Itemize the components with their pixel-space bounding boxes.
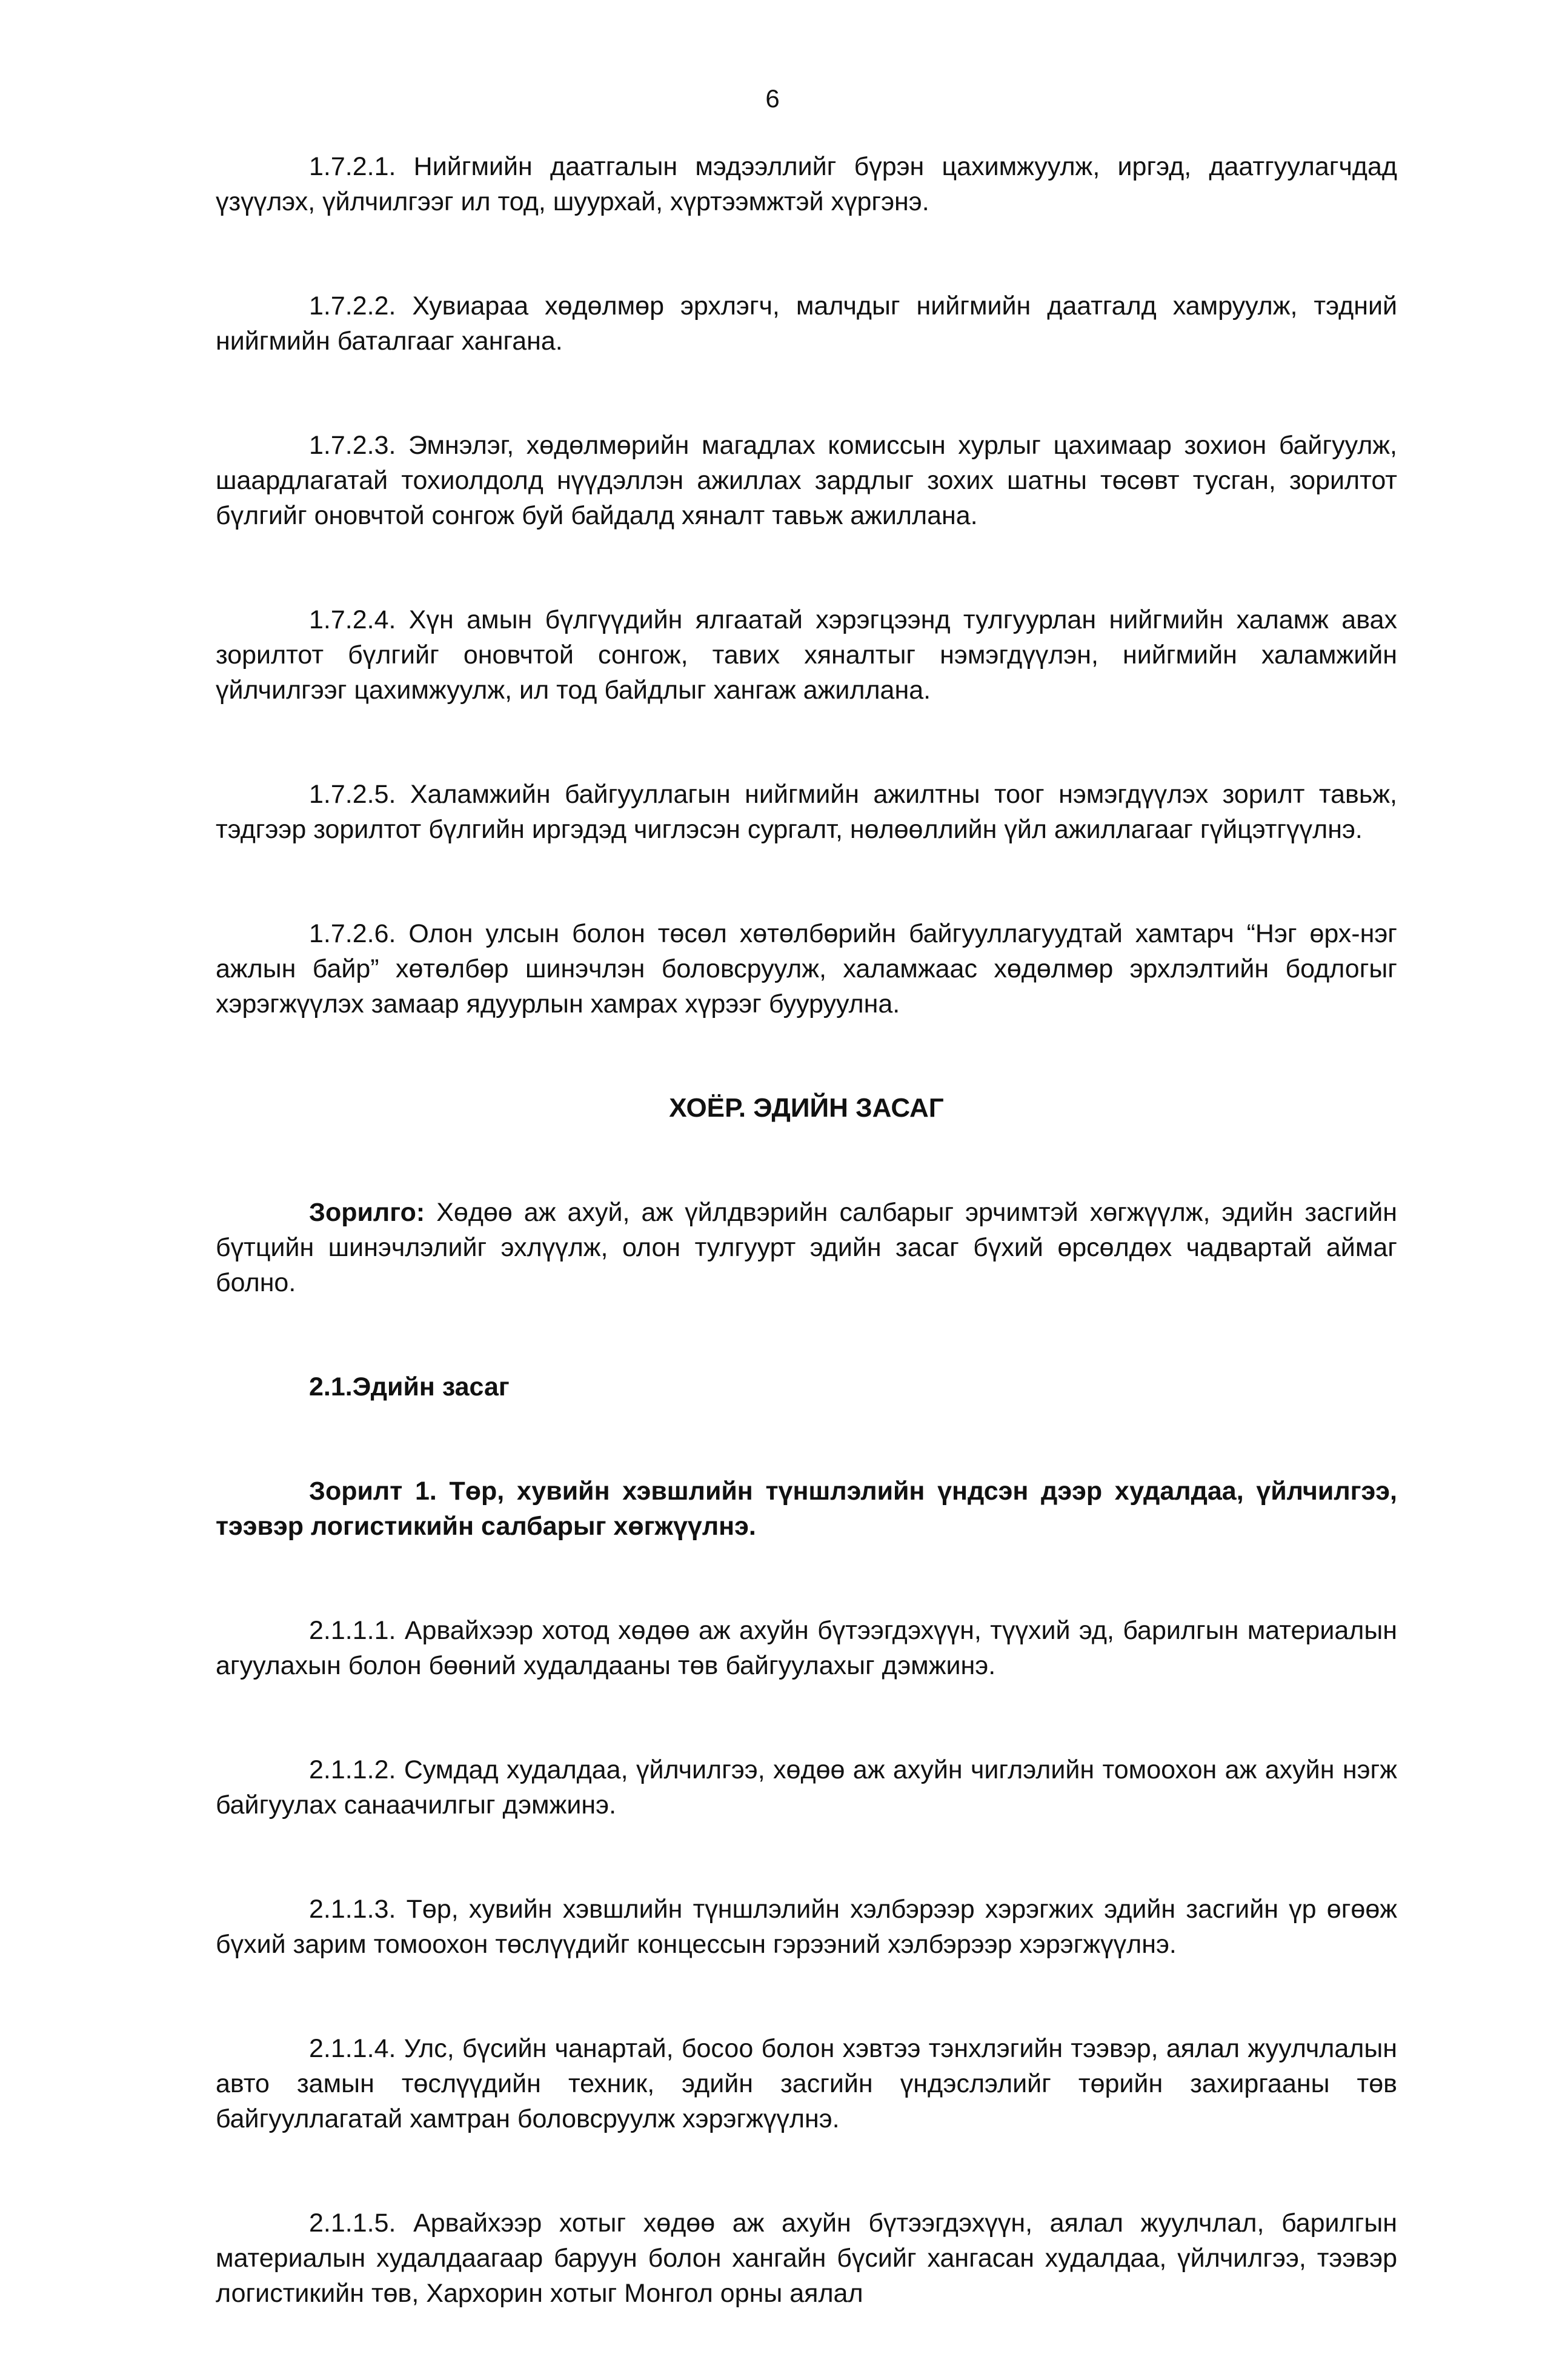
paragraph-2-1-1-5: 2.1.1.5. Арвайхээр хотыг хөдөө аж ахуйн бүтээгдэхүүн, аялал жуулчлал, барилгын материалын худалдаагаар баруун болон хангайн бүсийг хангасан худалдаа, үйлчилгээ, тээвэр логистикийн төв, Хархорин хотыг Монгол орны аялал	[216, 2209, 1397, 2308]
objective-1: Зорилт 1. Төр, хувийн хэвшлийн түншлэлийн үндсэн дээр худалдаа, үйлчилгээ, тээвэр логистикийн салбарыг хөгжүүлнэ.	[216, 1477, 1397, 1541]
paragraph-1-7-2-2: 1.7.2.2. Хувиараа хөдөлмөр эрхлэгч, малчдыг нийгмийн даатгалд хамруулж, тэдний нийгмийн баталгааг хангана.	[216, 291, 1397, 356]
goal-paragraph	[216, 1195, 1397, 1300]
paragraph-1-7-2-5: 1.7.2.5. Халамжийн байгууллагын нийгмийн ажилтны тоог нэмэгдүүлэх зорилт тавьж, тэдгээр зорилтот бүлгийн иргэдэд чиглэсэн сургалт, нөлөөллийн үйл ажиллагааг гүйцэтгүүлнэ.	[216, 780, 1397, 844]
subsection-heading: 2.1.Эдийн засаг	[309, 1372, 510, 1401]
paragraph-2-1-1-1: 2.1.1.1. Арвайхээр хотод хөдөө аж ахуйн бүтээгдэхүүн, түүхий эд, барилгын материалын агуулахын болон бөөний худалдааны төв байгуулахыг дэмжинэ.	[216, 1616, 1397, 1680]
paragraph-1-7-2-3: 1.7.2.3. Эмнэлэг, хөдөлмөрийн магадлах комиссын хурлыг цахимаар зохион байгуулж, шаардлагатай тохиолдолд нүүдэллэн ажиллах зардлыг зохих шатны төсөвт тусган, зорилтот бүлгийг оновчтой сонгож буй байдалд хяналт тавьж ажиллана.	[216, 431, 1397, 530]
goal-label: Зорилго:	[309, 1198, 425, 1227]
goal-text: Хөдөө аж ахуй, аж үйлдвэрийн салбарыг эрчимтэй хөгжүүлж, эдийн засгийн бүтцийн шинэчлэлийг эхлүүлж, олон тулгуурт эдийн засаг бүхий өрсөлдөх чадвартай аймаг болно.	[216, 1198, 1397, 1297]
document-body	[216, 149, 1397, 2380]
paragraph-2-1-1-4: 2.1.1.4. Улс, бүсийн чанартай, босоо болон хэвтээ тэнхлэгийн тээвэр, аялал жуулчлалын авто замын төслүүдийн техник, эдийн засгийн үндэслэлийг төрийн захиргааны төв байгууллагатай хамтран боловсруулж хэрэгжүүлнэ.	[216, 2034, 1397, 2133]
paragraph-2-1-1-3: 2.1.1.3. Төр, хувийн хэвшлийн түншлэлийн хэлбэрээр хэрэгжих эдийн засгийн үр өгөөж бүхий зарим томоохон төслүүдийг концессын гэрээний хэлбэрээр хэрэгжүүлнэ.	[216, 1895, 1397, 1959]
paragraph-1-7-2-4: 1.7.2.4. Хүн амын бүлгүүдийн ялгаатай хэрэгцээнд тулгуурлан нийгмийн халамж авах зорилтот бүлгийг оновчтой сонгож, тавих хяналтыг нэмэгдүүлэн, нийгмийн халамжийн үйлчилгээг цахимжуулж, ил тод байдлыг хангаж ажиллана.	[216, 605, 1397, 705]
paragraph-1-7-2-1: 1.7.2.1. Нийгмийн даатгалын мэдээллийг бүрэн цахимжуулж, иргэд, даатгуулагчдад үзүүлэх, үйлчилгээг ил тод, шуурхай, хүртээмжтэй хүргэнэ.	[216, 152, 1397, 216]
section-heading: ХОЁР. ЭДИЙН ЗАСАГ	[669, 1093, 944, 1123]
paragraph-1-7-2-6: 1.7.2.6. Олон улсын болон төсөл хөтөлбөрийн байгууллагуудтай хамтарч “Нэг өрх-нэг ажлын байр” хөтөлбөр шинэчлэн боловсруулж, халамжаас хөдөлмөр эрхлэлтийн бодлогыг хэрэгжүүлэх замаар ядуурлын хамрах хүрээг бууруулна.	[216, 919, 1397, 1019]
page-number: 6	[765, 84, 780, 113]
paragraph-2-1-1-2: 2.1.1.2. Сумдад худалдаа, үйлчилгээ, хөдөө аж ахуйн чиглэлийн томоохон аж ахуйн нэгж байгуулах санаачилгыг дэмжинэ.	[216, 1755, 1397, 1820]
